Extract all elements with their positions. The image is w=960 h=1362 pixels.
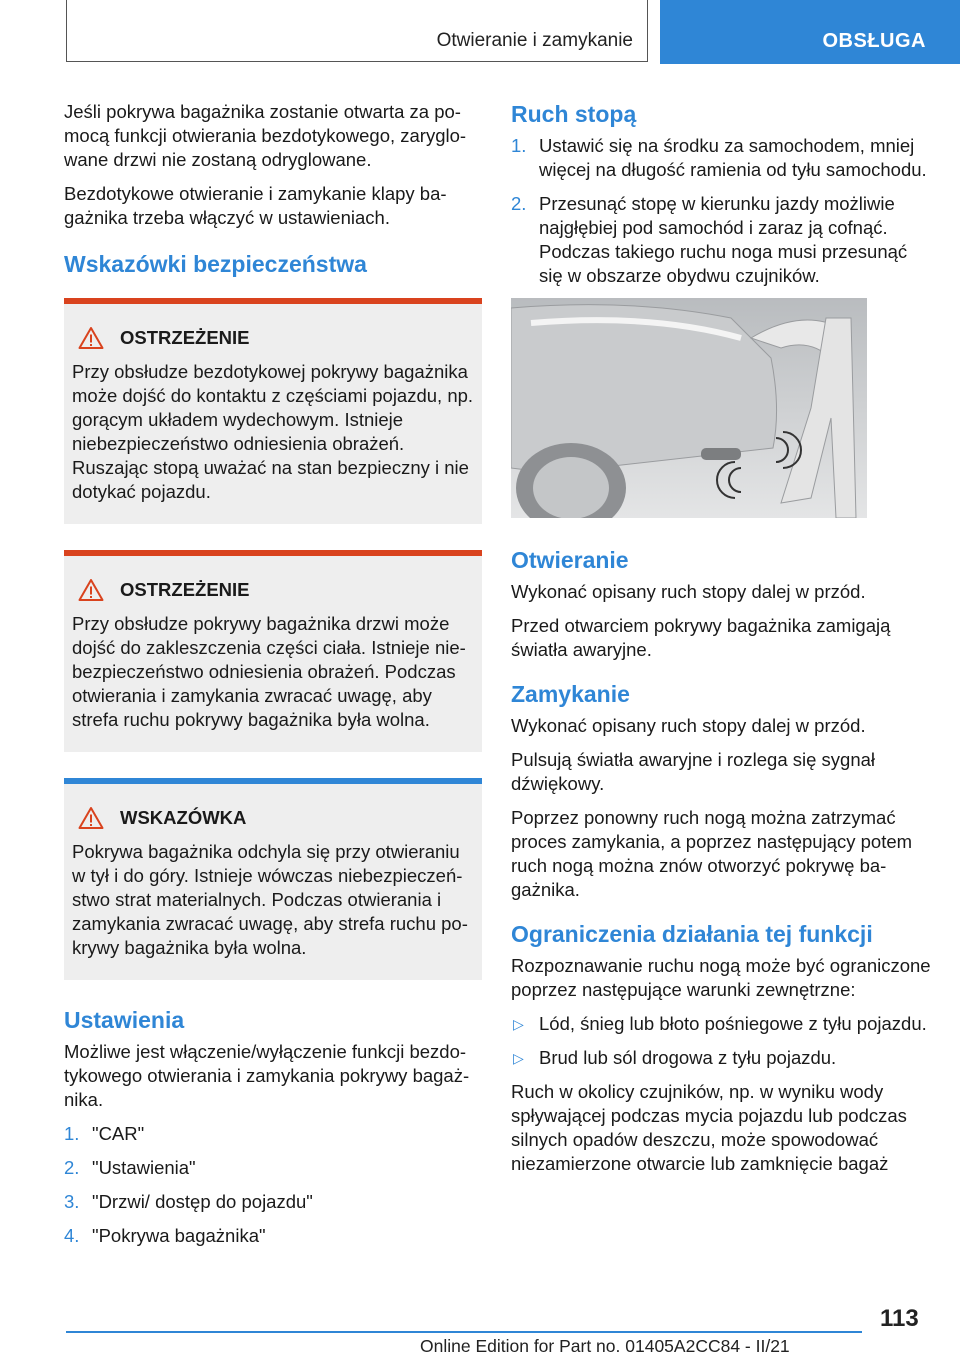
warning-box-2 xyxy=(64,550,482,752)
intro-paragraph-1: Jeśli pokrywa bagażnika zostanie otwarta za pomocą funkcji otwierania bezdotykowego, zaryglowane drzwi nie zostaną odryglowane. xyxy=(64,101,467,170)
list-item: 2. Przesunąć stopę w kierunku jazdy możliwie najgłębiej pod samochód i zaraz ją cofnąć. Podczas takiego ruchu noga musi przesunąć się w obszarze obydwu czujników. xyxy=(511,193,908,286)
list-item: 4. "Pokrywa bagażnika" xyxy=(64,1225,266,1246)
limitations-paragraph-2: Ruch w okolicy czujników, np. w wyniku wody spływającej podczas mycia pojazdu lub podczas silnych opadów deszczu, może spowodować niezamierzone otwarcie lub zamknięcie bagaż xyxy=(511,1081,907,1174)
warning-triangle-icon xyxy=(78,326,104,350)
bullet-triangle-icon: ▷ xyxy=(513,1050,524,1066)
heading-foot-motion: Ruch stopą xyxy=(511,101,637,127)
chapter-title: Otwieranie i zamykanie xyxy=(436,30,633,51)
closing-paragraph-3: Poprzez ponowny ruch nogą można zatrzymać proces zamykania, a poprzez następujący potem ruch nogą można znów otworzyć pokrywę bagażnika. xyxy=(511,807,913,900)
closing-paragraph-1: Wykonać opisany ruch stopy dalej w przód. xyxy=(511,715,866,736)
right-column xyxy=(511,100,931,1186)
heading-safety: Wskazówki bezpieczeństwa xyxy=(64,251,367,277)
warning-text: Przy obsłudze bezdotykowej pokrywy bagażnika może dojść do kontaktu z częściami pojazdu, np. gorącym układem wydechowym. Istnieje niebezpieczeństwo odniesienia obrażeń. Ruszając stopą uważać na stan bezpieczny i nie dotykać pojazdu. xyxy=(72,361,474,502)
footer-divider xyxy=(66,1331,862,1333)
intro-paragraph-2: Bezdotykowe otwieranie i zamykanie klapy bagażnika trzeba włączyć w ustawieniach. xyxy=(64,183,447,228)
opening-paragraph-1: Wykonać opisany ruch stopy dalej w przód. xyxy=(511,581,866,602)
list-item: 2. "Ustawienia" xyxy=(64,1157,196,1178)
header-frame xyxy=(66,0,648,62)
limitations-paragraph-1: Rozpoznawanie ruchu nogą może być ograniczone poprzez następujące warunki zewnętrzne: xyxy=(511,955,931,1000)
left-column xyxy=(64,100,482,1258)
warning-text: Przy obsłudze pokrywy bagażnika drzwi może dojść do zakleszczenia części ciała. Istnieje niebezpieczeństwo odniesienia obrażeń. Podczas otwierania i zamykania zwracać uwagę, aby strefa ruchu pokrywy bagażnika była wolna. xyxy=(72,613,466,730)
limitations-list xyxy=(511,1012,931,1070)
warning-box-1 xyxy=(64,298,482,524)
section-tab xyxy=(660,0,960,64)
heading-opening: Otwieranie xyxy=(511,547,629,573)
footer-edition: Online Edition for Part no. 01405A2CC84 - II/21 xyxy=(420,1336,790,1356)
list-item: 3. "Drzwi/ dostęp do pojazdu" xyxy=(64,1191,313,1212)
heading-closing: Zamykanie xyxy=(511,681,630,707)
heading-limitations: Ograniczenia działania tej funkcji xyxy=(511,921,873,947)
warning-title: OSTRZEŻENIE xyxy=(120,579,250,600)
car-rear-foot-gesture-illustration xyxy=(511,298,867,518)
notice-text: Pokrywa bagażnika odchyla się przy otwieraniu w tył i do góry. Istnieje wówczas niebezpieczeństwo strat materialnych. Podczas otwierania i zamykania zwracać uwagę, aby strefa ruchu pokrywy bagażnika była wolna. xyxy=(72,841,468,958)
notice-box xyxy=(64,778,482,980)
opening-paragraph-2: Przed otwarciem pokrywy bagażnika zamigają światła awaryjne. xyxy=(511,615,891,660)
notice-title: WSKAZÓWKA xyxy=(120,807,247,828)
settings-paragraph: Możliwe jest włączenie/wyłączenie funkcji bezdotykowego otwierania i zamykania pokrywy bagażnika. xyxy=(64,1041,470,1110)
list-item: 1. "CAR" xyxy=(64,1123,145,1144)
section-tab-label: OBSŁUGA xyxy=(822,30,926,52)
settings-steps xyxy=(64,1122,482,1248)
page-number: 113 xyxy=(880,1305,919,1332)
warning-title: OSTRZEŻENIE xyxy=(120,327,250,348)
list-item: ▷ Lód, śnieg lub błoto pośniegowe z tyłu pojazdu. xyxy=(513,1013,927,1034)
list-item: 1. Ustawić się na środku za samochodem, mniej więcej na długość ramienia od tyłu samochodu. xyxy=(511,135,927,180)
bullet-triangle-icon: ▷ xyxy=(513,1016,524,1032)
closing-paragraph-2: Pulsują światła awaryjne i rozlega się sygnał dźwiękowy. xyxy=(511,749,876,794)
list-item: ▷ Brud lub sól drogowa z tyłu pojazdu. xyxy=(513,1047,837,1068)
notice-triangle-icon xyxy=(78,806,104,830)
foot-steps xyxy=(511,134,931,288)
warning-triangle-icon xyxy=(78,578,104,602)
heading-settings: Ustawienia xyxy=(64,1007,185,1033)
